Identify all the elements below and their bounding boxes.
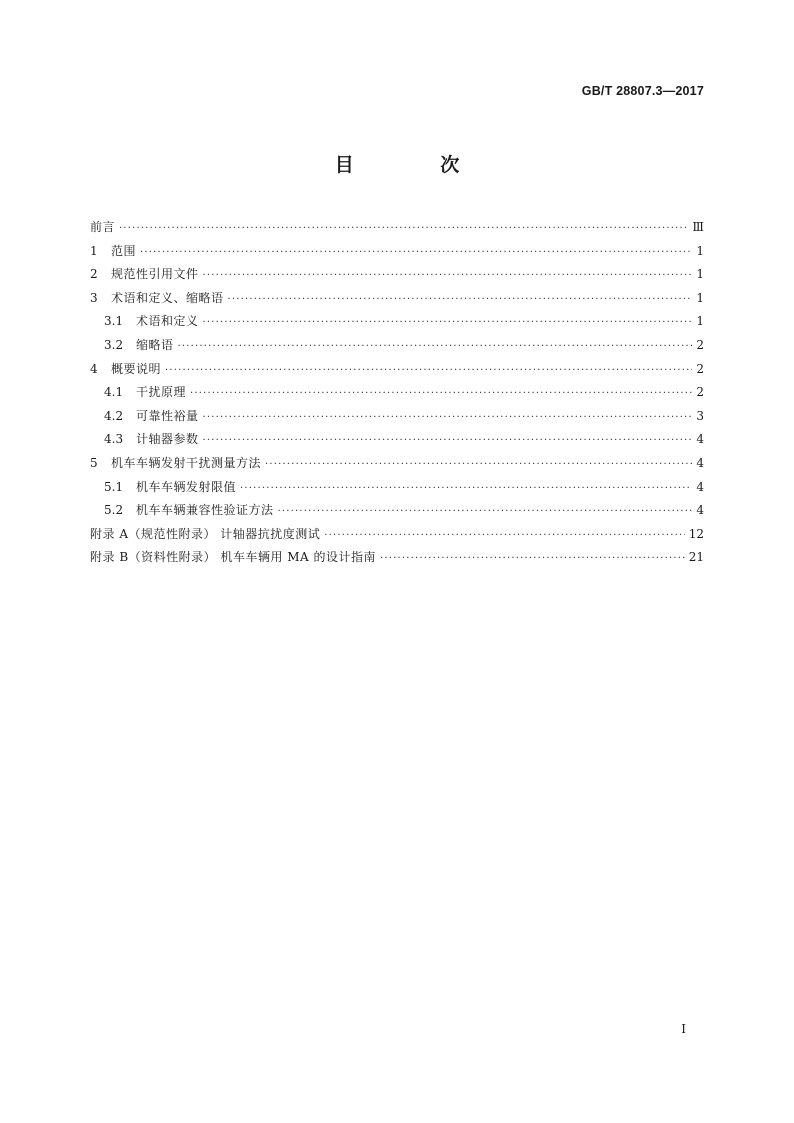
toc-entry[interactable] bbox=[90, 310, 704, 334]
toc-entry[interactable] bbox=[90, 452, 704, 476]
toc-entry-page: 1 bbox=[696, 290, 704, 305]
toc-entry-title: 可靠性裕量 bbox=[136, 408, 199, 423]
toc-entry-number: 5 bbox=[90, 455, 98, 470]
toc-entry-title: 前言 bbox=[90, 220, 116, 234]
toc-entry-number: 1 bbox=[90, 243, 98, 258]
toc-entry-number: 4.3 bbox=[104, 432, 124, 447]
toc-entry-number: 4.1 bbox=[104, 385, 124, 400]
toc-entry-title: 术语和定义 bbox=[136, 314, 199, 329]
dot-leader bbox=[203, 406, 692, 430]
toc-entry-title: 干扰原理 bbox=[136, 385, 187, 400]
page-number: I bbox=[681, 1022, 686, 1036]
dot-leader bbox=[140, 241, 692, 265]
dot-leader bbox=[324, 524, 684, 548]
toc-entry[interactable] bbox=[90, 546, 704, 570]
toc-entry-title: 机车车辆发射限值 bbox=[136, 479, 237, 494]
toc-entry-title: 术语和定义、缩略语 bbox=[111, 290, 224, 305]
toc-entry[interactable] bbox=[90, 240, 704, 264]
toc-entry-page: 2 bbox=[696, 337, 704, 352]
toc-entry-number: 3 bbox=[90, 290, 98, 305]
toc-entry-number: 3.2 bbox=[104, 337, 124, 352]
toc-entry-page: 1 bbox=[696, 314, 704, 329]
toc-entry-number: 2 bbox=[90, 267, 98, 282]
dot-leader bbox=[203, 264, 692, 288]
dot-leader bbox=[190, 382, 692, 406]
toc-entry-title: 规范性引用文件 bbox=[111, 267, 199, 282]
toc-entry-title: 机车车辆兼容性验证方法 bbox=[136, 503, 274, 518]
page-title: 目 次 bbox=[334, 154, 500, 176]
toc-entry-number: 3.1 bbox=[104, 314, 124, 329]
dot-leader bbox=[119, 217, 688, 241]
toc-entry[interactable] bbox=[90, 263, 704, 287]
toc-entry-page: 12 bbox=[688, 526, 704, 541]
table-of-contents bbox=[90, 216, 704, 570]
toc-entry-number: 4.2 bbox=[104, 408, 124, 423]
toc-entry-number: 5.2 bbox=[104, 503, 124, 518]
toc-entry[interactable] bbox=[90, 405, 704, 429]
toc-entry[interactable] bbox=[90, 499, 704, 523]
toc-entry[interactable] bbox=[90, 476, 704, 500]
dot-leader bbox=[203, 311, 692, 335]
toc-entry[interactable] bbox=[90, 334, 704, 358]
toc-entry-page: 2 bbox=[696, 385, 704, 400]
dot-leader bbox=[278, 500, 692, 524]
toc-entry-page: Ⅲ bbox=[692, 220, 704, 234]
toc-entry-number: 4 bbox=[90, 361, 98, 376]
toc-entry-title: 范围 bbox=[111, 243, 137, 258]
toc-entry-page: 4 bbox=[696, 503, 704, 518]
toc-entry-page: 3 bbox=[696, 408, 704, 423]
toc-entry[interactable] bbox=[90, 216, 704, 240]
toc-entry-title: 概要说明 bbox=[111, 361, 162, 376]
toc-entry[interactable] bbox=[90, 428, 704, 452]
toc-entry-page: 21 bbox=[688, 550, 704, 565]
dot-leader bbox=[265, 453, 692, 477]
toc-entry-title: 计轴器参数 bbox=[136, 432, 199, 447]
toc-entry-page: 2 bbox=[696, 361, 704, 376]
dot-leader bbox=[203, 429, 692, 453]
toc-entry[interactable] bbox=[90, 381, 704, 405]
toc-entry[interactable] bbox=[90, 358, 704, 382]
toc-entry-title: 附录 A（规范性附录） 计轴器抗扰度测试 bbox=[90, 526, 321, 541]
toc-entry-number: 5.1 bbox=[104, 479, 124, 494]
toc-entry-page: 1 bbox=[696, 243, 704, 258]
dot-leader bbox=[240, 477, 692, 501]
toc-entry[interactable] bbox=[90, 523, 704, 547]
dot-leader bbox=[178, 335, 692, 359]
toc-entry-page: 4 bbox=[696, 455, 704, 470]
toc-entry-page: 1 bbox=[696, 267, 704, 282]
dot-leader bbox=[228, 288, 692, 312]
toc-entry[interactable] bbox=[90, 287, 704, 311]
standard-number: GB/T 28807.3—2017 bbox=[581, 84, 704, 98]
dot-leader bbox=[380, 547, 685, 571]
toc-entry-title: 附录 B（资料性附录） 机车车辆用 MA 的设计指南 bbox=[90, 550, 377, 565]
toc-entry-title: 机车车辆发射干扰测量方法 bbox=[111, 455, 262, 470]
toc-entry-page: 4 bbox=[696, 479, 704, 494]
toc-entry-page: 4 bbox=[696, 432, 704, 447]
dot-leader bbox=[165, 359, 692, 383]
toc-entry-title: 缩略语 bbox=[136, 337, 174, 352]
